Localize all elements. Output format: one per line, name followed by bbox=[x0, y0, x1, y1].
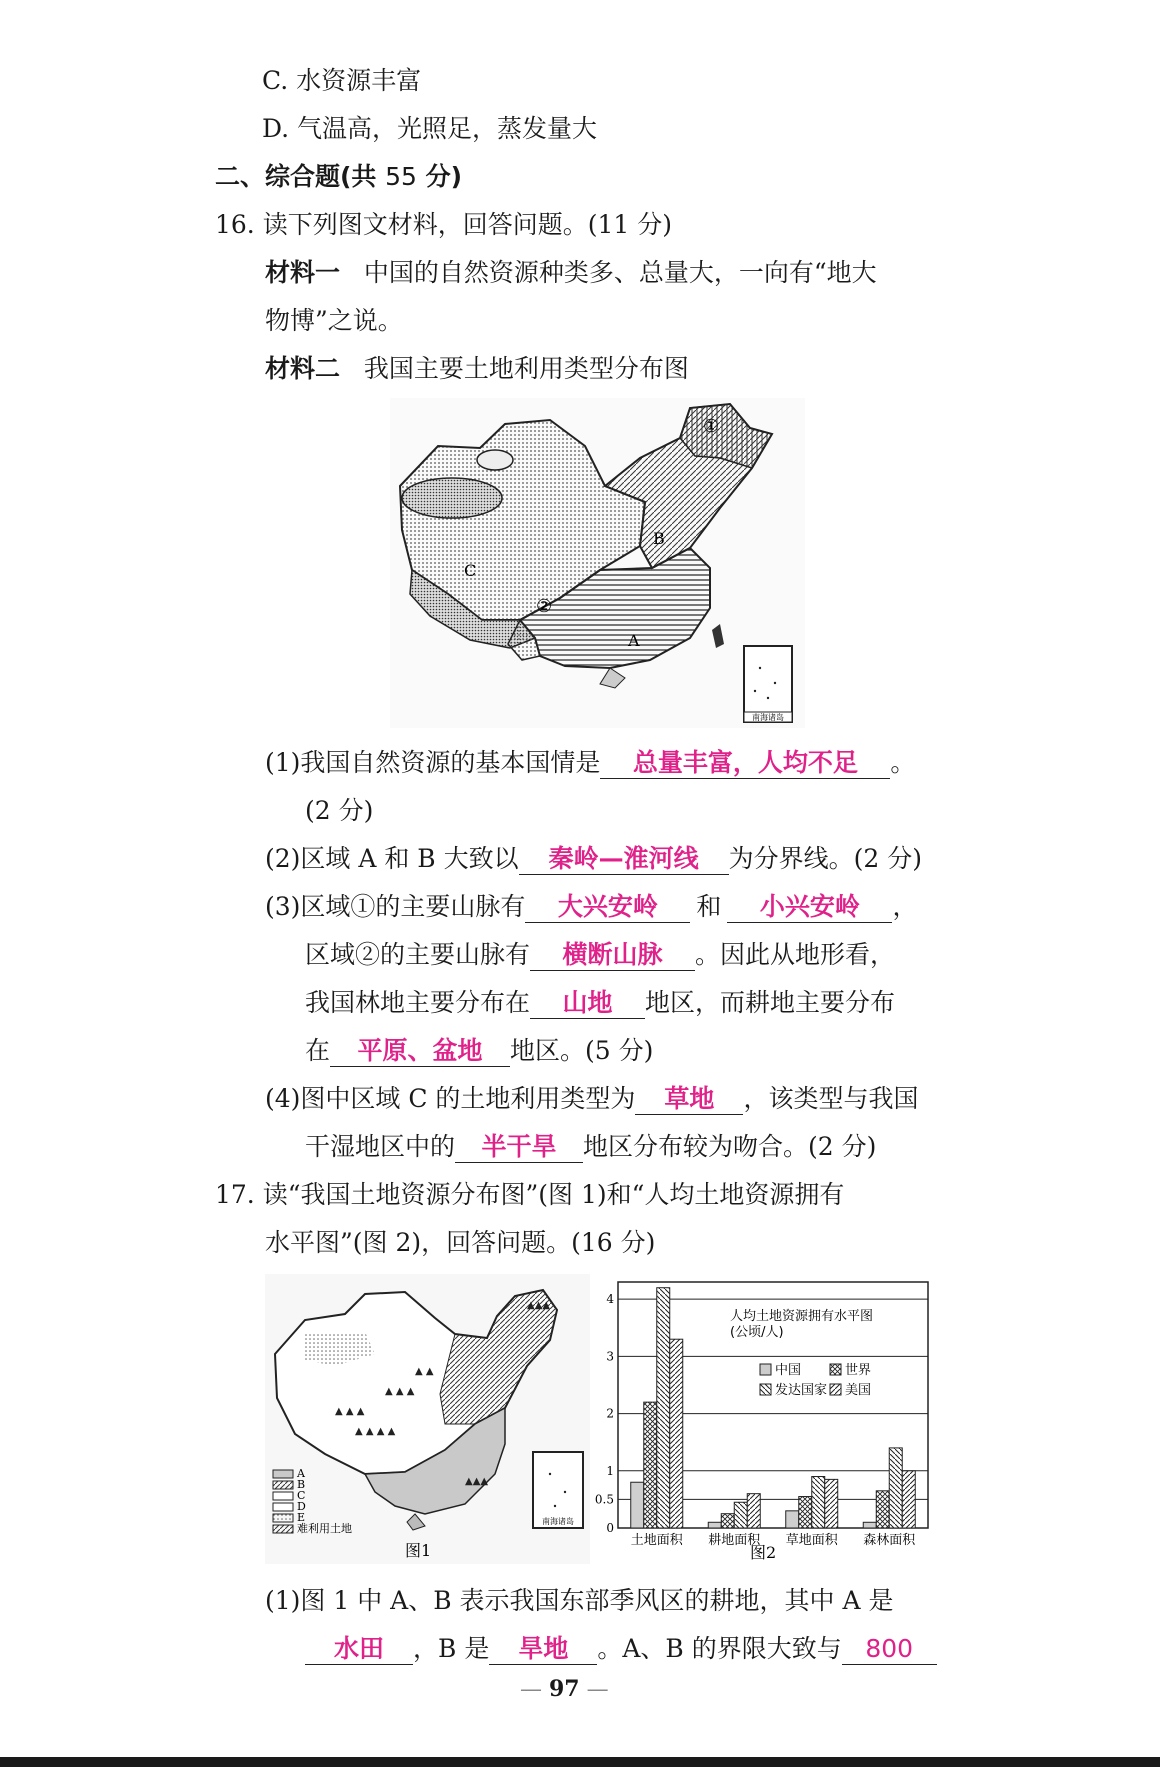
q17-p1-post: 。A、B 的界限大致与 bbox=[597, 1634, 842, 1663]
q17-stem-cont: 水平图”(图 2)，回答问题。(16 分) bbox=[265, 1228, 656, 1257]
q17-p1-answer1: 水田 bbox=[305, 1634, 413, 1665]
y-tick-label: 2 bbox=[606, 1406, 614, 1421]
material1-text: 中国的自然资源种类多、总量大，一向有“地大 bbox=[363, 258, 877, 287]
option-d: D. 气温高，光照足，蒸发量大 bbox=[262, 114, 598, 143]
bar-0-3 bbox=[670, 1339, 683, 1528]
fig1-caption: 图1 bbox=[405, 1541, 432, 1560]
q16-p1-post: 。 bbox=[890, 748, 916, 777]
per-capita-land-chart bbox=[590, 1274, 935, 1564]
q16-material1 bbox=[265, 256, 877, 290]
bar-3-0 bbox=[863, 1522, 876, 1528]
q17-p1-mid: ，B 是 bbox=[413, 1634, 490, 1663]
q16-p3-l4-text: 在 bbox=[305, 1036, 331, 1065]
land-resources-map bbox=[265, 1274, 590, 1564]
fig1-legend-a: A bbox=[297, 1467, 305, 1480]
q16-p3-l3-text: 我国林地主要分布在 bbox=[305, 988, 531, 1017]
q16-p2 bbox=[265, 842, 922, 876]
legend-label-usa: 美国 bbox=[845, 1383, 872, 1398]
q16-p3-l4-post: 地区。(5 分) bbox=[510, 1036, 654, 1065]
map1-label-r2: ② bbox=[536, 596, 553, 617]
q16-p4-answer1: 草地 bbox=[635, 1084, 743, 1115]
chart-subtitle: (公顷/人) bbox=[730, 1325, 784, 1340]
q16-p3-answer2: 小兴安岭 bbox=[727, 892, 892, 923]
q16-p3-l2-text: 区域②的主要山脉有 bbox=[305, 940, 531, 969]
bar-2-1 bbox=[799, 1497, 812, 1528]
q16-p1 bbox=[265, 746, 915, 780]
q17-p1-line1: (1)图 1 中 A、B 表示我国东部季风区的耕地，其中 A 是 bbox=[265, 1586, 894, 1615]
q16-p3-mid: 和 bbox=[696, 892, 722, 921]
map1-inset-label: 南海诸岛 bbox=[752, 713, 784, 722]
chart-title: 人均土地资源拥有水平图 bbox=[730, 1309, 874, 1324]
legend-label-developed: 发达国家 bbox=[775, 1383, 828, 1398]
material1-label: 材料一 bbox=[265, 258, 341, 287]
q16-p4-line2 bbox=[305, 1130, 876, 1164]
fig1-legend-d: D bbox=[297, 1500, 306, 1513]
fig1-legend-unusable: 难利用土地 bbox=[297, 1522, 352, 1535]
section-title bbox=[215, 160, 462, 194]
bar-0-2 bbox=[657, 1288, 670, 1528]
q16-p3-answer4: 山地 bbox=[530, 988, 645, 1019]
svg-text:▲ ▲ ▲: ▲ ▲ ▲ bbox=[385, 1386, 415, 1397]
section-title-a: 二、综合题(共 bbox=[215, 162, 386, 191]
x-category-label: 土地面积 bbox=[630, 1533, 683, 1548]
material2-label: 材料二 bbox=[265, 354, 341, 383]
legend-label-world: 世界 bbox=[845, 1363, 872, 1378]
section-title-b: 分) bbox=[416, 162, 463, 191]
q16-p3-l2-post: 。因此从地形看， bbox=[695, 940, 896, 969]
page-dash-left: — bbox=[520, 1677, 542, 1702]
bar-0-1 bbox=[644, 1402, 657, 1528]
y-tick-label: 0.5 bbox=[594, 1492, 614, 1507]
map1-label-a: A bbox=[628, 631, 640, 650]
legend-swatch-developed bbox=[760, 1384, 771, 1395]
material2-text: 我国主要土地利用类型分布图 bbox=[363, 354, 689, 383]
y-tick-label: 1 bbox=[606, 1463, 614, 1478]
q17-p1-answer2: 旱地 bbox=[489, 1634, 597, 1665]
bar-3-3 bbox=[902, 1471, 915, 1528]
q16-p3-line3 bbox=[305, 986, 895, 1020]
q16-p4-answer2: 半干旱 bbox=[455, 1132, 583, 1163]
q16-p1-text: (1)我国自然资源的基本国情是 bbox=[265, 748, 601, 777]
fig1-legend-b: B bbox=[297, 1478, 306, 1491]
q16-p3-line1 bbox=[265, 890, 917, 924]
q16-p4-post: ，该类型与我国 bbox=[743, 1084, 919, 1113]
q16-p4-text: (4)图中区域 C 的土地利用类型为 bbox=[265, 1084, 636, 1113]
q16-p3-answer3: 横断山脉 bbox=[530, 940, 695, 971]
q16-material2 bbox=[265, 352, 689, 386]
section-score: 55 bbox=[385, 162, 417, 191]
bar-3-2 bbox=[889, 1448, 902, 1528]
q16-p4-line1 bbox=[265, 1082, 918, 1116]
svg-text:▲ ▲ ▲: ▲ ▲ ▲ bbox=[335, 1406, 365, 1417]
bar-1-3 bbox=[747, 1494, 760, 1528]
x-category-label: 森林面积 bbox=[863, 1533, 916, 1548]
legend-swatch-usa bbox=[830, 1384, 841, 1395]
map1-label-r1: ① bbox=[703, 416, 720, 437]
q16-p3-text: (3)区域①的主要山脉有 bbox=[265, 892, 526, 921]
fig1-legend-e: E bbox=[297, 1511, 306, 1524]
q16-p2-text: (2)区域 A 和 B 大致以 bbox=[265, 844, 519, 873]
x-category-label: 草地面积 bbox=[785, 1533, 838, 1548]
q16-p1-answer: 总量丰富，人均不足 bbox=[600, 748, 890, 779]
x-category-label: 耕地面积 bbox=[708, 1533, 761, 1548]
q17-p1-answer3: 800 bbox=[842, 1634, 937, 1665]
bar-2-2 bbox=[812, 1477, 825, 1528]
land-use-map bbox=[390, 398, 805, 728]
y-tick-label: 0 bbox=[606, 1521, 614, 1535]
y-tick-label: 4 bbox=[606, 1292, 614, 1307]
option-c: C. 水资源丰富 bbox=[262, 66, 422, 95]
y-tick-label: 3 bbox=[606, 1349, 614, 1364]
fig1-inset-label: 南海诸岛 bbox=[542, 1517, 574, 1526]
q16-p4-l2-post: 地区分布较为吻合。(2 分) bbox=[583, 1132, 877, 1161]
q16-p2-answer: 秦岭—淮河线 bbox=[519, 844, 729, 875]
page-number bbox=[520, 1672, 609, 1707]
q16-p3-line4 bbox=[305, 1034, 653, 1068]
fig1-legend-c: C bbox=[297, 1489, 306, 1502]
bar-1-0 bbox=[708, 1522, 721, 1528]
map1-label-c: C bbox=[464, 561, 477, 580]
legend-swatch-world bbox=[830, 1364, 841, 1375]
q17-p1-line2 bbox=[305, 1632, 937, 1666]
q16-p2-post: 为分界线。(2 分) bbox=[728, 844, 923, 873]
page-dash-right: — bbox=[586, 1677, 609, 1702]
bar-1-1 bbox=[721, 1514, 734, 1528]
q16-p3-post: ， bbox=[892, 892, 918, 921]
bar-3-1 bbox=[876, 1491, 889, 1528]
q16-p3-answer1: 大兴安岭 bbox=[525, 892, 690, 923]
map1-label-b: B bbox=[653, 529, 665, 548]
bottom-bar bbox=[0, 1757, 1160, 1767]
fig2-caption: 图2 bbox=[750, 1543, 777, 1562]
svg-text:▲▲▲: ▲▲▲ bbox=[465, 1476, 489, 1487]
q16-p3-line2 bbox=[305, 938, 895, 972]
page-number-value: 97 bbox=[549, 1676, 580, 1702]
legend-label-china: 中国 bbox=[775, 1363, 802, 1378]
svg-text:▲ ▲ ▲ ▲: ▲ ▲ ▲ ▲ bbox=[355, 1426, 396, 1437]
q16-p1-score: (2 分) bbox=[305, 796, 374, 825]
legend-swatch-china bbox=[760, 1364, 771, 1375]
svg-text:▲ ▲: ▲ ▲ bbox=[415, 1366, 434, 1377]
bar-1-2 bbox=[734, 1502, 747, 1528]
q16-p3-answer5: 平原、盆地 bbox=[330, 1036, 510, 1067]
q16-material1-cont: 物博”之说。 bbox=[265, 306, 403, 335]
q16-p3-l3-post: 地区，而耕地主要分布 bbox=[645, 988, 896, 1017]
bar-0-0 bbox=[631, 1482, 644, 1528]
q17-stem: 17. 读“我国土地资源分布图”(图 1)和“人均土地资源拥有 bbox=[215, 1180, 845, 1209]
bar-2-0 bbox=[786, 1511, 799, 1528]
q16-p4-l2-text: 干湿地区中的 bbox=[305, 1132, 456, 1161]
svg-text:▲▲▲: ▲▲▲ bbox=[527, 1300, 551, 1311]
bar-2-3 bbox=[825, 1479, 838, 1528]
q16-stem: 16. 读下列图文材料，回答问题。(11 分) bbox=[215, 210, 672, 239]
